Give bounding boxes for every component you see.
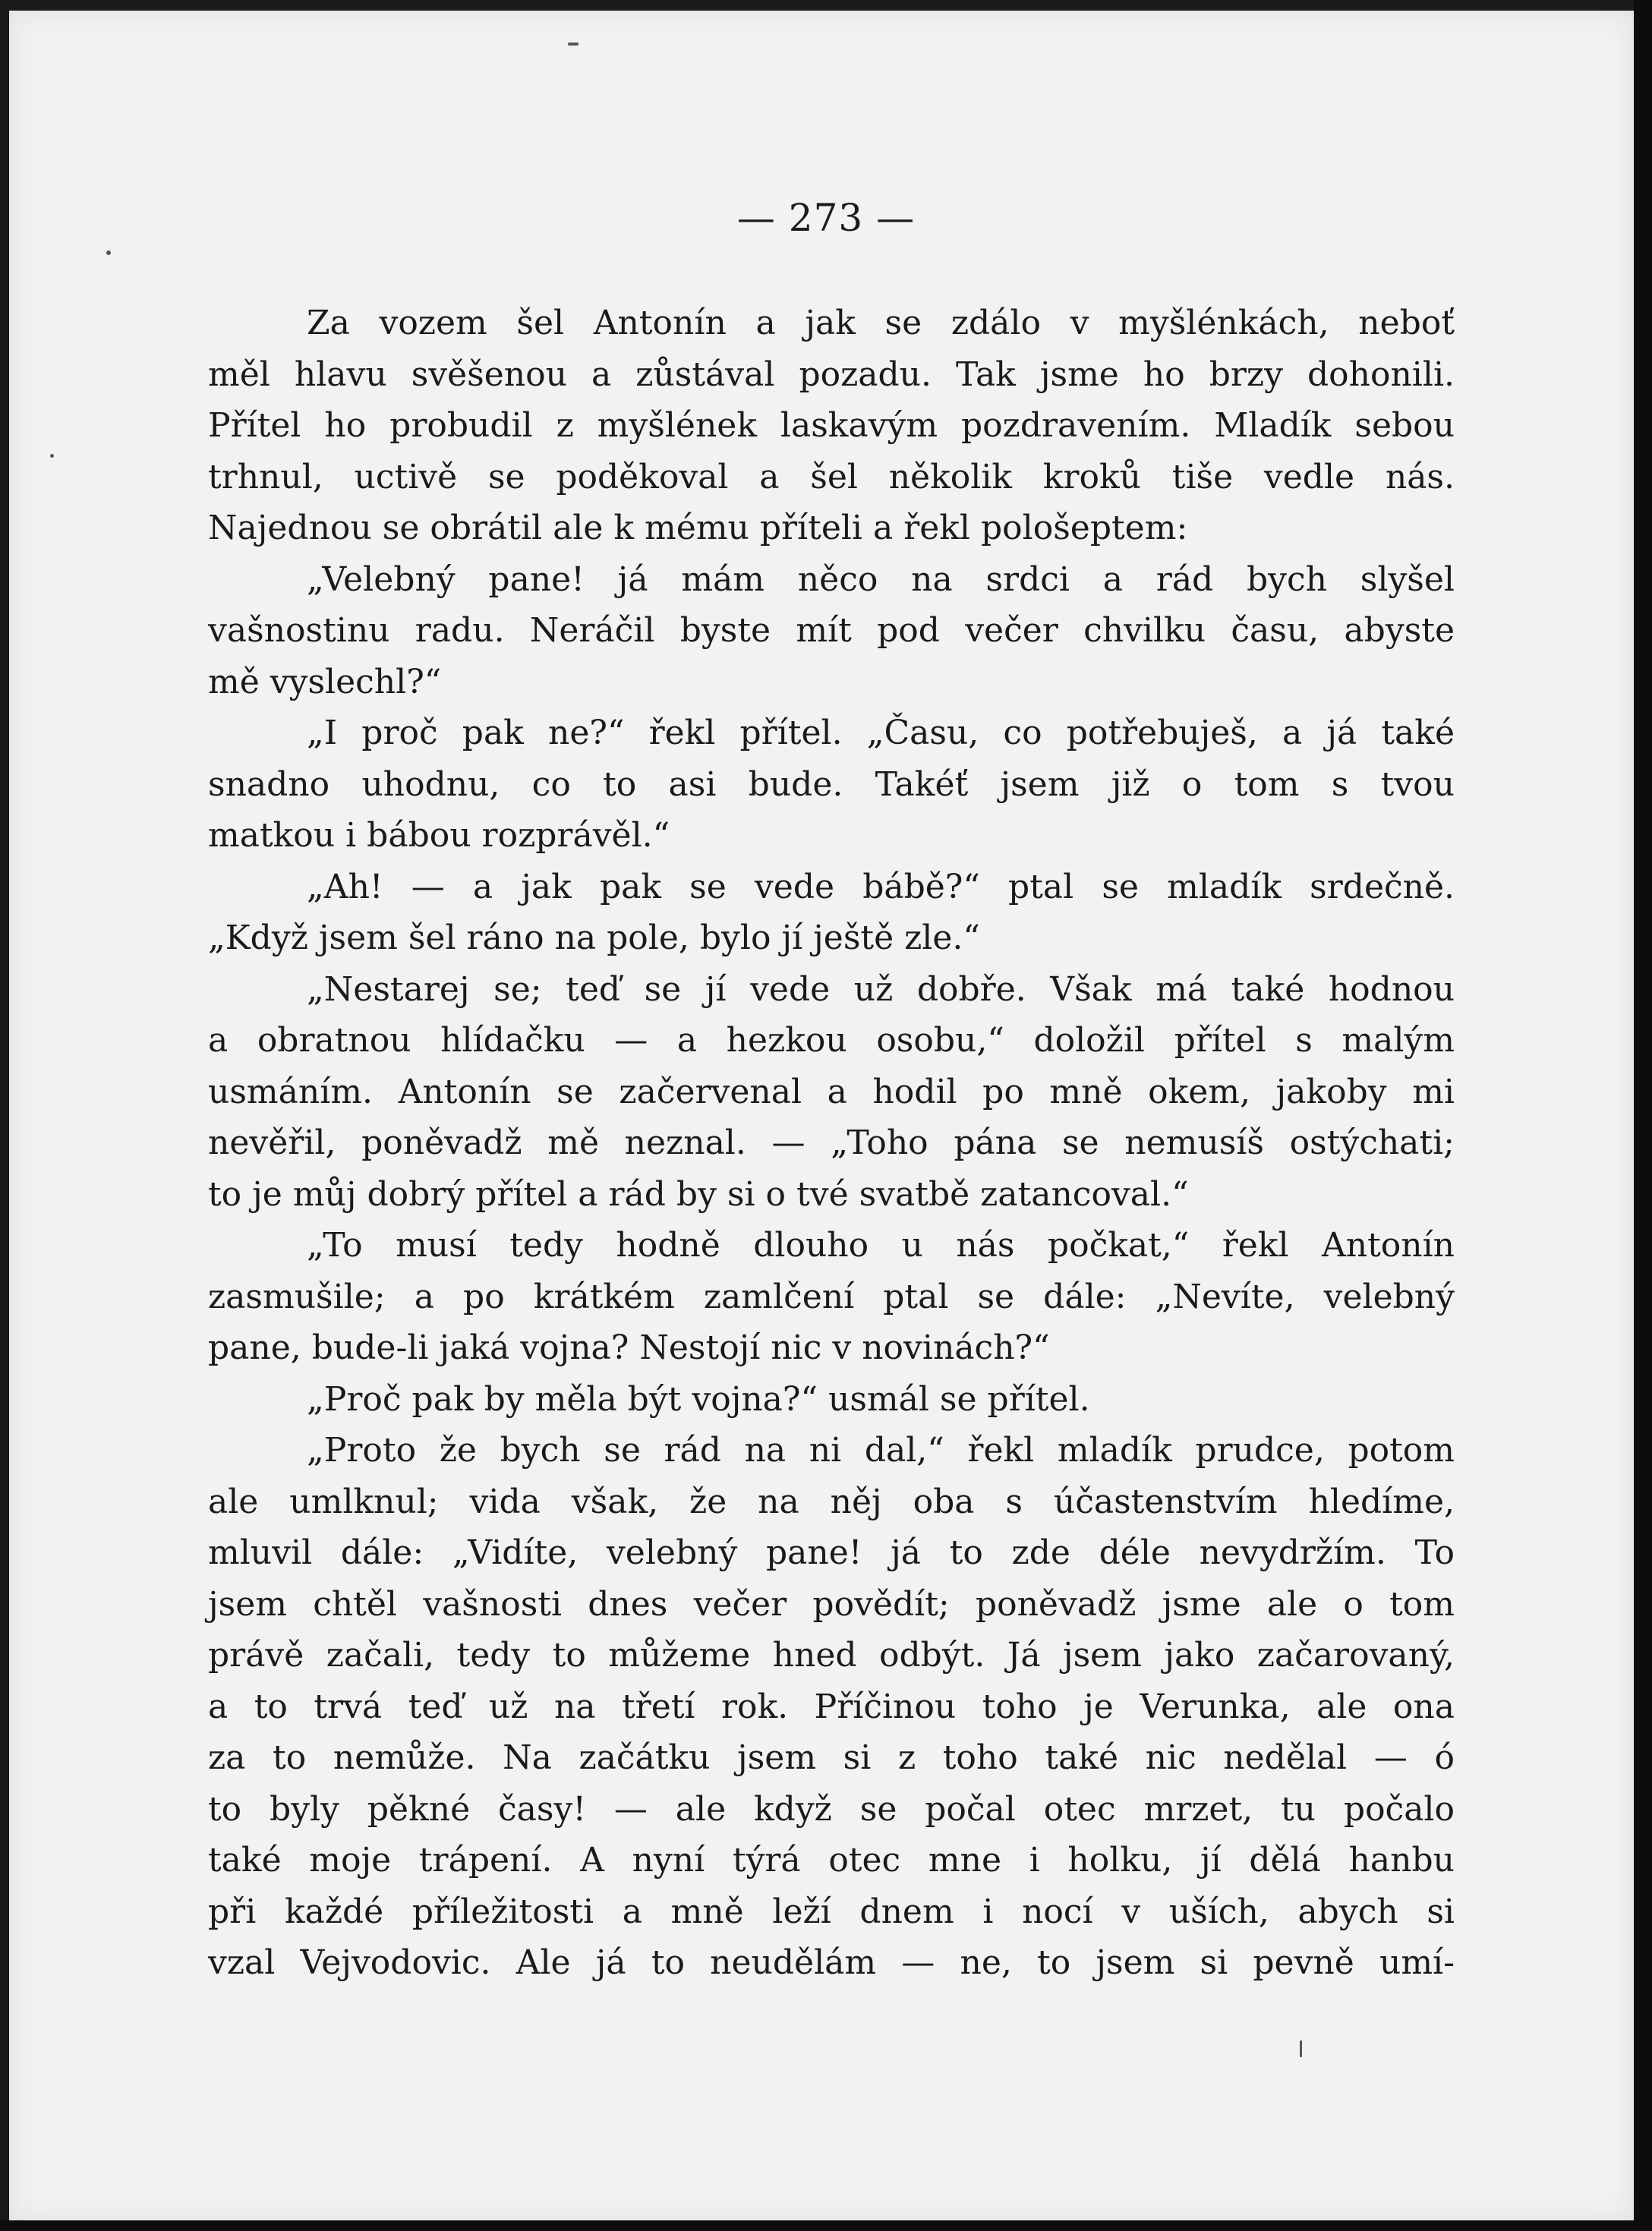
text-line: „Když jsem šel ráno na pole, bylo jí ještě zle.“ [208, 919, 980, 957]
text-line: „Velebný pane! já mám něco na srdci a rád bych slyšel [307, 559, 1455, 599]
text-line: Za vozem šel Antonín a jak se zdálo v myšlénkách, neboť [307, 304, 1455, 342]
scan-border-bottom [0, 2220, 1652, 2231]
text-line: „Nestarej se; teď se jí vede už dobře. Však má také hodnou [307, 969, 1455, 1009]
text-line: vzal Vejvodovic. Ale já to neudělám — ne, to jsem si pevně umí- [208, 1943, 1455, 1982]
text-line: také moje trápení. A nyní týrá otec mne i holku, jí dělá hanbu [208, 1841, 1455, 1880]
text-line: měl hlavu svěšenou a zůstával pozadu. Tak jsme ho brzy dohonili. [208, 355, 1455, 394]
text-line: „To musí tedy hodně dlouho u nás počkat,“ řekl Antonín [307, 1226, 1455, 1265]
text-line: „Proč pak by měla být vojna?“ usmál se přítel. [307, 1379, 1090, 1419]
text-line: snadno uhodnu, co to asi bude. Takéť jsem již o tom s tvou [208, 764, 1455, 804]
text-line: mluvil dále: „Vidíte, velebný pane! já to zde déle nevydržím. To [208, 1533, 1455, 1572]
text-line: ale umlknul; vida však, že na něj oba s účastenstvím hledíme, [208, 1482, 1455, 1521]
text-line: Přítel ho probudil z myšlének laskavým pozdravením. Mladík sebou [208, 406, 1455, 445]
scan-speck [1300, 2040, 1302, 2057]
text-line: a to trvá teď už na třetí rok. Příčinou toho je Verunka, ale ona [208, 1687, 1455, 1726]
text-line: a obratnou hlídačku — a hezkou osobu,“ doložil přítel s malým [208, 1021, 1455, 1060]
scan-border-right [1634, 0, 1652, 2231]
text-line: to je můj dobrý přítel a rád by si o tvé svatbě zatancoval.“ [208, 1174, 1189, 1214]
text-line: za to nemůže. Na začátku jsem si z toho také nic nedělal — ó [208, 1738, 1455, 1777]
text-line: trhnul, uctivě se poděkoval a šel několik kroků tiše vedle nás. [208, 457, 1455, 496]
scan-speck [50, 454, 54, 458]
text-line: zasmušile; a po krátkém zamlčení ptal se dále: „Nevíte, velebný [208, 1277, 1455, 1316]
text-line: vašnostinu radu. Neráčil byste mít pod večer chvilku času, abyste [208, 611, 1455, 650]
text-line: pane, bude-li jaká vojna? Nestojí nic v novinách?“ [208, 1328, 1050, 1367]
text-line: právě začali, tedy to můžeme hned odbýt. Já jsem jako začarovaný, [208, 1636, 1455, 1675]
text-line: „Ah! — a jak pak se vede bábě?“ ptal se mladík srdečně. [307, 867, 1455, 906]
text-line: „I proč pak ne?“ řekl přítel. „Času, co potřebuješ, a já také [307, 714, 1455, 752]
text-line: při každé příležitosti a mně leží dnem i nocí v uších, abych si [208, 1892, 1455, 1931]
text-line: jsem chtěl vašnosti dnes večer povědít; poněvadž jsme ale o tom [208, 1584, 1455, 1624]
page-number: — 273 — [736, 196, 916, 240]
scan-speck [568, 43, 579, 46]
text-line: „Proto že bych se rád na ni dal,“ řekl mladík prudce, potom [307, 1431, 1455, 1470]
text-line: mě vyslechl?“ [208, 662, 442, 701]
text-line: matkou i bábou rozprávěl.“ [208, 816, 670, 855]
scan-speck [106, 251, 111, 255]
text-line: usmáním. Antonín se začervenal a hodil po mně okem, jakoby mi [208, 1072, 1455, 1111]
text-line: Najednou se obrátil ale k mému příteli a řekl pološeptem: [208, 509, 1188, 547]
text-line: nevěřil, poněvadž mě neznal. — „Toho pána se nemusíš ostýchati; [208, 1123, 1455, 1162]
body-text [208, 298, 1455, 1989]
text-line: to byly pěkné časy! — ale když se počal otec mrzet, tu počalo [208, 1789, 1455, 1829]
